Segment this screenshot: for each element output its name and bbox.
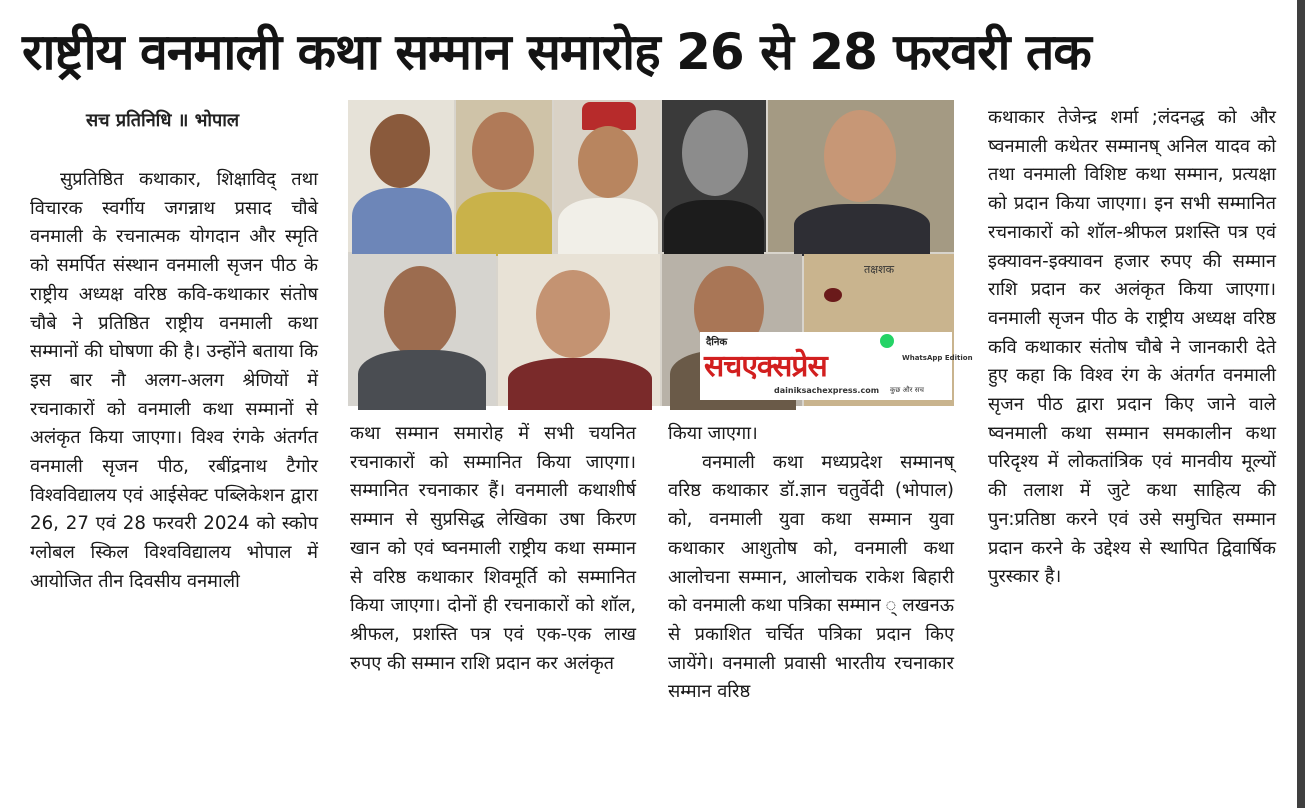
- awardee-photo: [348, 254, 496, 406]
- paragraph: किया जाएगा।: [668, 423, 758, 444]
- logo-prefix: दैनिक: [706, 337, 728, 348]
- awardee-photo: [348, 100, 454, 252]
- awardee-photo: [456, 100, 552, 252]
- book-cover-title: तक्षशक: [864, 263, 895, 276]
- logo-name: सचएक्सप्रेस: [704, 349, 827, 384]
- byline: सच प्रतिनिधि ॥ भोपाल: [86, 110, 240, 131]
- photo-collage: [348, 100, 973, 406]
- headline: राष्ट्रीय वनमाली कथा सम्मान समारोह 26 से 28 फरवरी तक: [22, 23, 1091, 81]
- logo-url: dainiksachexpress.com: [774, 386, 880, 395]
- awardee-photo: [498, 254, 660, 406]
- paragraph: कथा सम्मान समारोह में सभी चयनित रचनाकारों को सम्मानित किया जाएगा। सम्मानित रचनाकार हैं। वनमाली कथाशीर्ष सम्मान से सुप्रसिद्ध लेखिका उषा किरण खान को एवं ष्वनमाली राष्ट्रीय कथा सम्मान से वरिष्ठ कथाकार शिवमूर्ति को सम्मानित किया जाएगा। दोनों ही रचनाकारों को शॉल, श्रीफल, प्रशस्ति पत्र एवं एक-एक लाख रुपए की सम्मान राशि प्रदान कर अलंकृत: [350, 423, 636, 674]
- awardee-photo: [768, 100, 954, 252]
- page-edge-strip: [1297, 0, 1305, 808]
- paragraph: सुप्रतिष्ठित कथाकार, शिक्षाविद् तथा विचारक स्वर्गीय जगन्नाथ प्रसाद चौबे वनमाली के रचनात्मक योगदान और स्मृति को समर्पित संस्थान वनमाली सृजन पीठ के राष्ट्रीय अध्यक्ष वरिष्ठ कवि-कथाकार संतोष चौबे ने प्रतिष्ठित राष्ट्रीय वनमाली कथा सम्मानों की घोषणा की है। उन्होंने बताया कि इस बार नौ अलग-अलग श्रेणियों में रचनाकारों को वनमाली कथा सम्मानों से अलंकृत किया जाएगा। विश्व रंगके अंतर्गत वनमाली सृजन पीठ, रबींद्रनाथ टैगोर विश्वविद्यालय एवं आईसेक्ट पब्लिकेशन द्वारा 26, 27 एवं 28 फरवरी 2024 को स्कोप ग्लोबल स्किल विश्वविद्यालय भोपाल में आयोजित तीन दिवसीय वनमाली: [30, 169, 318, 592]
- whatsapp-icon: [880, 334, 894, 348]
- article-column-2: [350, 420, 636, 678]
- article-column-3: [668, 420, 954, 707]
- awardee-photo: [554, 100, 660, 252]
- paragraph: कथाकार तेजेन्द्र शर्मा ;लंदनद्ध को और ष्वनमाली कथेतर सम्मानष् अनिल यादव को तथा वनमाली विशिष्ट कथा सम्मान, प्रत्यक्षा को प्रदान किया जाएगा। इन सभी सम्मानित रचनाकारों को शॉल-श्रीफल प्रशस्ति पत्र एवं इक्यावन-इक्यावन हजार रुपए की सम्मान राशि प्रदान कर अलंकृत किया जाएगा। वनमाली सृजन पीठ के राष्ट्रीय अध्यक्ष वरिष्ठ कवि कथाकार संतोष चौबे ने जानकारी देते हुए कहा कि विश्व रंग के अंतर्गत वनमाली सृजन पीठ द्वारा प्रदान किए जाने वाले ष्वनमाली कथा सम्मान समकालीन कथा परिदृश्य में लोकतांत्रिक एवं मानवीय मूल्यों की तलाश में जुटे कथा साहित्य की पुन:प्रतिष्ठा करने एवं उसे समुचित सम्मान प्रदान करने के उद्देश्य से स्थापित द्विवार्षिक पुरस्कार है।: [988, 107, 1276, 588]
- article-column-4: [988, 104, 1276, 592]
- paragraph: वनमाली कथा मध्यप्रदेश सम्मानष् वरिष्ठ कथाकार डॉ.ज्ञान चतुर्वेदी (भोपाल) को, वनमाली युवा कथा सम्मान युवा कथाकार आशुतोष को, वनमाली कथा आलोचना सम्मान, आलोचक राकेश बिहारी को वनमाली कथा पत्रिका सम्मान ् लखनऊ से प्रकाशित चर्चित पत्रिका प्रदान किए जायेंगे। वनमाली प्रवासी भारतीय रचनाकार सम्मान वरिष्ठ: [668, 451, 954, 703]
- logo-tagline: कुछ और सच: [890, 386, 924, 394]
- logo-edition: WhatsApp Edition: [902, 354, 973, 362]
- awardee-photo: [662, 100, 766, 252]
- article-column-1: [30, 166, 318, 597]
- newspaper-logo: [700, 332, 973, 400]
